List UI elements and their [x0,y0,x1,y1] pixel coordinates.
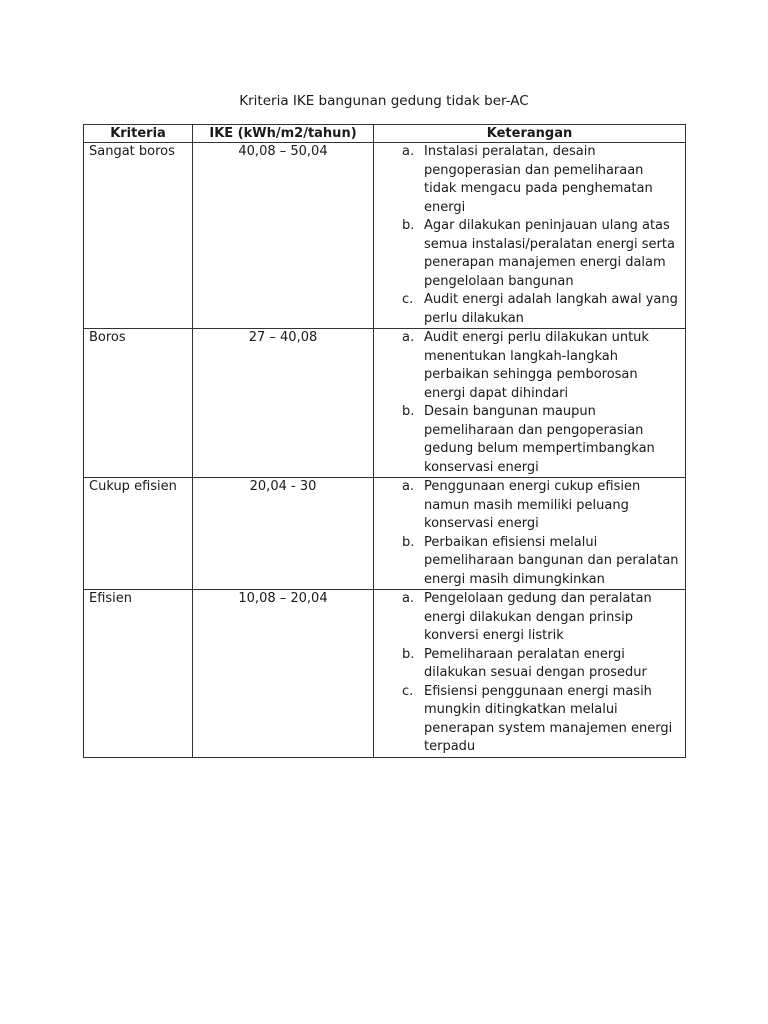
list-item [374,478,679,534]
list-item-text: Perbaikan efisiensi melalui pemeliharaan bangunan dan peralatan energi masih dimungkinkan [424,534,679,587]
table-row [84,590,686,758]
list-item-text: Pemeliharaan peralatan energi dilakukan sesuai dengan prosedur [424,646,647,680]
list-marker: b. [402,218,415,233]
keterangan-list [374,143,679,328]
header-ike: IKE (kWh/m2/tahun) [193,125,374,143]
table-row [84,478,686,590]
table-row [84,143,686,329]
keterangan-cell [374,590,686,758]
list-marker: b. [402,404,415,419]
list-item [374,291,679,328]
list-marker: b. [402,534,415,550]
keterangan-list [374,478,679,589]
list-item [374,683,679,757]
ike-value-cell: 10,08 – 20,04 [193,590,374,758]
list-item [374,590,679,646]
kriteria-cell: Efisien [84,590,193,758]
keterangan-list [374,590,679,757]
keterangan-list [374,329,679,477]
list-item-text: Instalasi peralatan, desain pengoperasian dan pemeliharaan tidak mengacu pada penghematan energi [424,144,653,215]
keterangan-cell [374,143,686,329]
list-item [374,143,679,217]
list-item [374,329,679,403]
ike-value-cell: 27 – 40,08 [193,329,374,478]
header-keterangan: Keterangan [374,125,686,143]
list-marker: a. [402,591,415,606]
table-header-row [84,125,686,143]
list-marker: a. [402,144,415,159]
document-title: Kriteria IKE bangunan gedung tidak ber-AC [239,93,529,109]
list-item-text: Penggunaan energi cukup efisien namun masih memiliki peluang konservasi energi [424,479,641,531]
list-item [374,403,679,477]
ike-value-cell: 20,04 - 30 [193,478,374,590]
list-item-text: Efisiensi penggunaan energi masih mungkin ditingkatkan melalui penerapan system manajemen energi terpadu [424,683,673,754]
ike-criteria-table [83,124,686,758]
list-marker: a. [402,479,415,494]
list-item [374,534,679,590]
list-item-text: Agar dilakukan peninjauan ulang atas semua instalasi/peralatan energi serta penerapan manajemen energi dalam pengelolaan bangunan [424,218,675,289]
kriteria-cell: Cukup efisien [84,478,193,590]
list-marker: c. [402,292,414,307]
kriteria-cell: Sangat boros [84,143,193,329]
header-kriteria: Kriteria [84,125,193,143]
list-item-text: Pengelolaan gedung dan peralatan energi dilakukan dengan prinsip konversi energi listrik [424,591,652,643]
list-item [374,646,679,683]
list-marker: a. [402,330,415,345]
list-item-text: Audit energi adalah langkah awal yang perlu dilakukan [424,292,678,326]
ike-value-cell: 40,08 – 50,04 [193,143,374,329]
keterangan-cell [374,329,686,478]
list-marker: b. [402,646,415,662]
list-marker: c. [402,683,414,699]
list-item-text: Desain bangunan maupun pemeliharaan dan pengoperasian gedung belum mempertimbangkan konservasi energi [424,404,655,475]
kriteria-cell: Boros [84,329,193,478]
list-item-text: Audit energi perlu dilakukan untuk menentukan langkah-langkah perbaikan sehingga pemborosan energi dapat dihindari [424,330,649,401]
keterangan-cell [374,478,686,590]
list-item [374,217,679,291]
table-row [84,329,686,478]
